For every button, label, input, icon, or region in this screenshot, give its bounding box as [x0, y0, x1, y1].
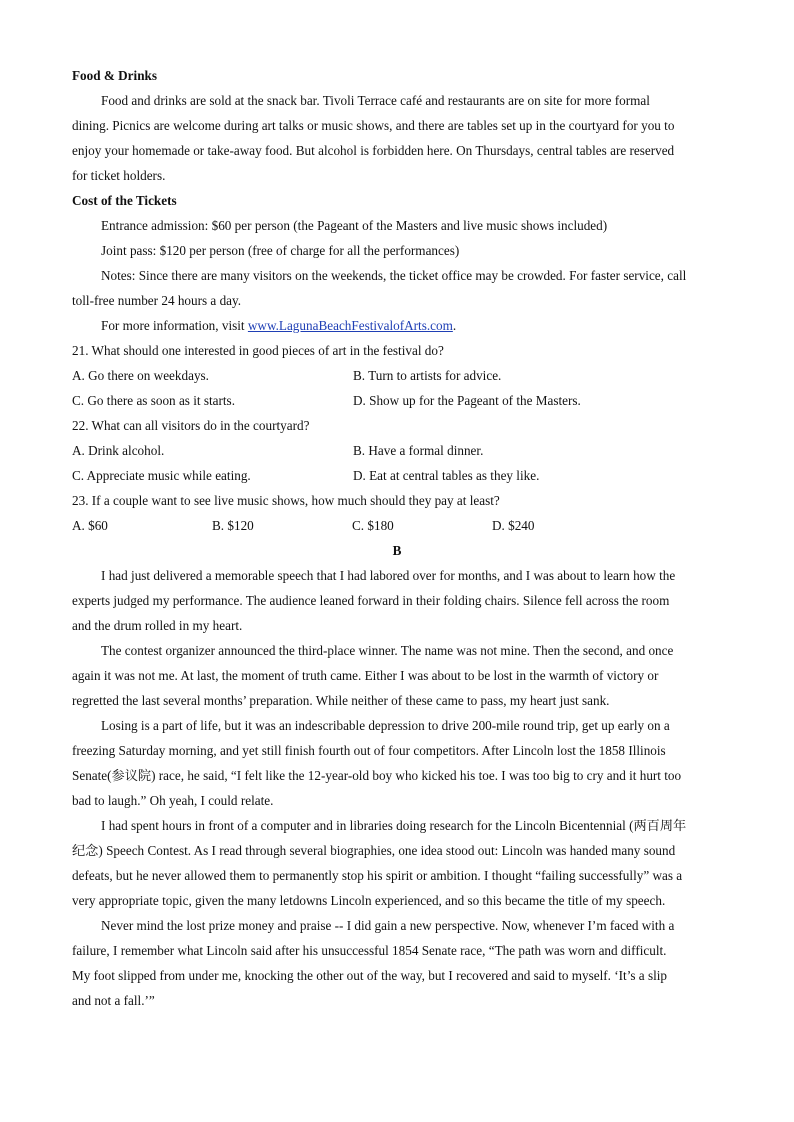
- section-b-title: B: [392, 543, 402, 558]
- food-text-line: dining. Picnics are welcome during art talks or music shows, and there are tables set up in the courtyard for you to: [72, 118, 675, 133]
- passage-b-line: very appropriate topic, given the many letdowns Lincoln experienced, and so this became the title of my speech.: [72, 893, 666, 908]
- info-suffix: .: [452, 318, 457, 333]
- passage-b-line: regretted the last several months’ preparation. While neither of these came to pass, my heart just sank.: [72, 693, 610, 708]
- question-21-options-row: [72, 388, 722, 413]
- question-23-stem: 23. If a couple want to see live music shows, how much should they pay at least?: [72, 493, 500, 508]
- question-22-option-c: C. Appreciate music while eating.: [72, 468, 251, 483]
- passage-b-line: Senate(参议院) race, he said, “I felt like the 12-year-old boy who kicked his toe. I was too big to cry and it hurt too: [72, 768, 682, 783]
- question-23-option-d: D. $240: [492, 518, 535, 533]
- passage-b-line: bad to laugh.” Oh yeah, I could relate.: [72, 793, 274, 808]
- passage-b-line: 纪念) Speech Contest. As I read through several biographies, one idea stood out: Lincoln was handed many sound: [72, 843, 676, 858]
- question-23-option-a: A. $60: [72, 518, 108, 533]
- question-23-option-b: B. $120: [212, 518, 254, 533]
- passage-b-line: defeats, but he never allowed them to permanently stop his spirit or ambition. I thought “failing successfully” was a: [72, 868, 683, 883]
- info-prefix: For more information, visit: [101, 318, 248, 333]
- ticket-notes: toll-free number 24 hours a day.: [72, 293, 242, 308]
- passage-b-line: and not a fall.’”: [72, 993, 155, 1008]
- passage-b-line: again it was not me. At last, the moment of truth came. Either I was about to be lost in the warmth of victory or: [72, 668, 659, 683]
- passage-b-line: The contest organizer announced the third-place winner. The name was not mine. Then the second, and once: [101, 643, 674, 658]
- question-22-option-a: A. Drink alcohol.: [72, 443, 165, 458]
- passage-b-line: I had spent hours in front of a computer and in libraries doing research for the Lincoln Bicentennial (两百周年: [101, 818, 687, 833]
- food-text-line: for ticket holders.: [72, 168, 166, 183]
- question-21-option-a: A. Go there on weekdays.: [72, 368, 209, 383]
- joint-pass: Joint pass: $120 per person (free of charge for all the performances): [101, 243, 460, 258]
- passage-b-line: freezing Saturday morning, and yet still finish fourth out of four competitors. After Lincoln lost the 1858 Illinois: [72, 743, 666, 758]
- question-23-option-c: C. $180: [352, 518, 394, 533]
- passage-b-line: experts judged my performance. The audience leaned forward in their folding chairs. Silence fell across the room: [72, 593, 670, 608]
- question-21-option-b: B. Turn to artists for advice.: [353, 368, 502, 383]
- question-21-options-row: [72, 363, 722, 388]
- food-text-line: Food and drinks are sold at the snack bar. Tivoli Terrace café and restaurants are on site for more formal: [101, 93, 650, 108]
- document-content: [72, 63, 722, 1013]
- question-22-option-d: D. Eat at central tables as they like.: [353, 468, 540, 483]
- question-23-options-row: [72, 513, 722, 538]
- passage-b-line: My foot slipped from under me, knocking the other out of the way, but I recovered and said to myself. ‘It’s a slip: [72, 968, 668, 983]
- question-22-options-row: [72, 438, 722, 463]
- entrance-admission: Entrance admission: $60 per person (the Pageant of the Masters and live music shows included): [101, 218, 608, 233]
- question-21-option-d: D. Show up for the Pageant of the Masters.: [353, 393, 581, 408]
- question-22-options-row: [72, 463, 722, 488]
- ticket-notes: Notes: Since there are many visitors on the weekends, the ticket office may be crowded. For faster service, call: [101, 268, 687, 283]
- festival-website-link[interactable]: www.LagunaBeachFestivalofArts.com: [247, 318, 453, 333]
- tickets-heading: Cost of the Tickets: [72, 193, 177, 208]
- passage-b-line: failure, I remember what Lincoln said after his unsuccessful 1854 Senate race, “The path was worn and difficult.: [72, 943, 667, 958]
- question-22-stem: 22. What can all visitors do in the courtyard?: [72, 418, 310, 433]
- food-text-line: enjoy your homemade or take-away food. But alcohol is forbidden here. On Thursdays, central tables are reserved: [72, 143, 675, 158]
- question-22-option-b: B. Have a formal dinner.: [353, 443, 484, 458]
- passage-b-line: I had just delivered a memorable speech that I had labored over for months, and I was about to learn how the: [101, 568, 676, 583]
- passage-b-line: and the drum rolled in my heart.: [72, 618, 243, 633]
- food-heading: Food & Drinks: [72, 68, 157, 83]
- passage-b-line: Never mind the lost prize money and praise -- I did gain a new perspective. Now, whenever I’m faced with a: [101, 918, 675, 933]
- more-information: [72, 313, 722, 338]
- passage-b-line: Losing is a part of life, but it was an indescribable depression to drive 200-mile round trip, get up early on a: [101, 718, 670, 733]
- question-21-stem: 21. What should one interested in good pieces of art in the festival do?: [72, 343, 444, 358]
- question-21-option-c: C. Go there as soon as it starts.: [72, 393, 235, 408]
